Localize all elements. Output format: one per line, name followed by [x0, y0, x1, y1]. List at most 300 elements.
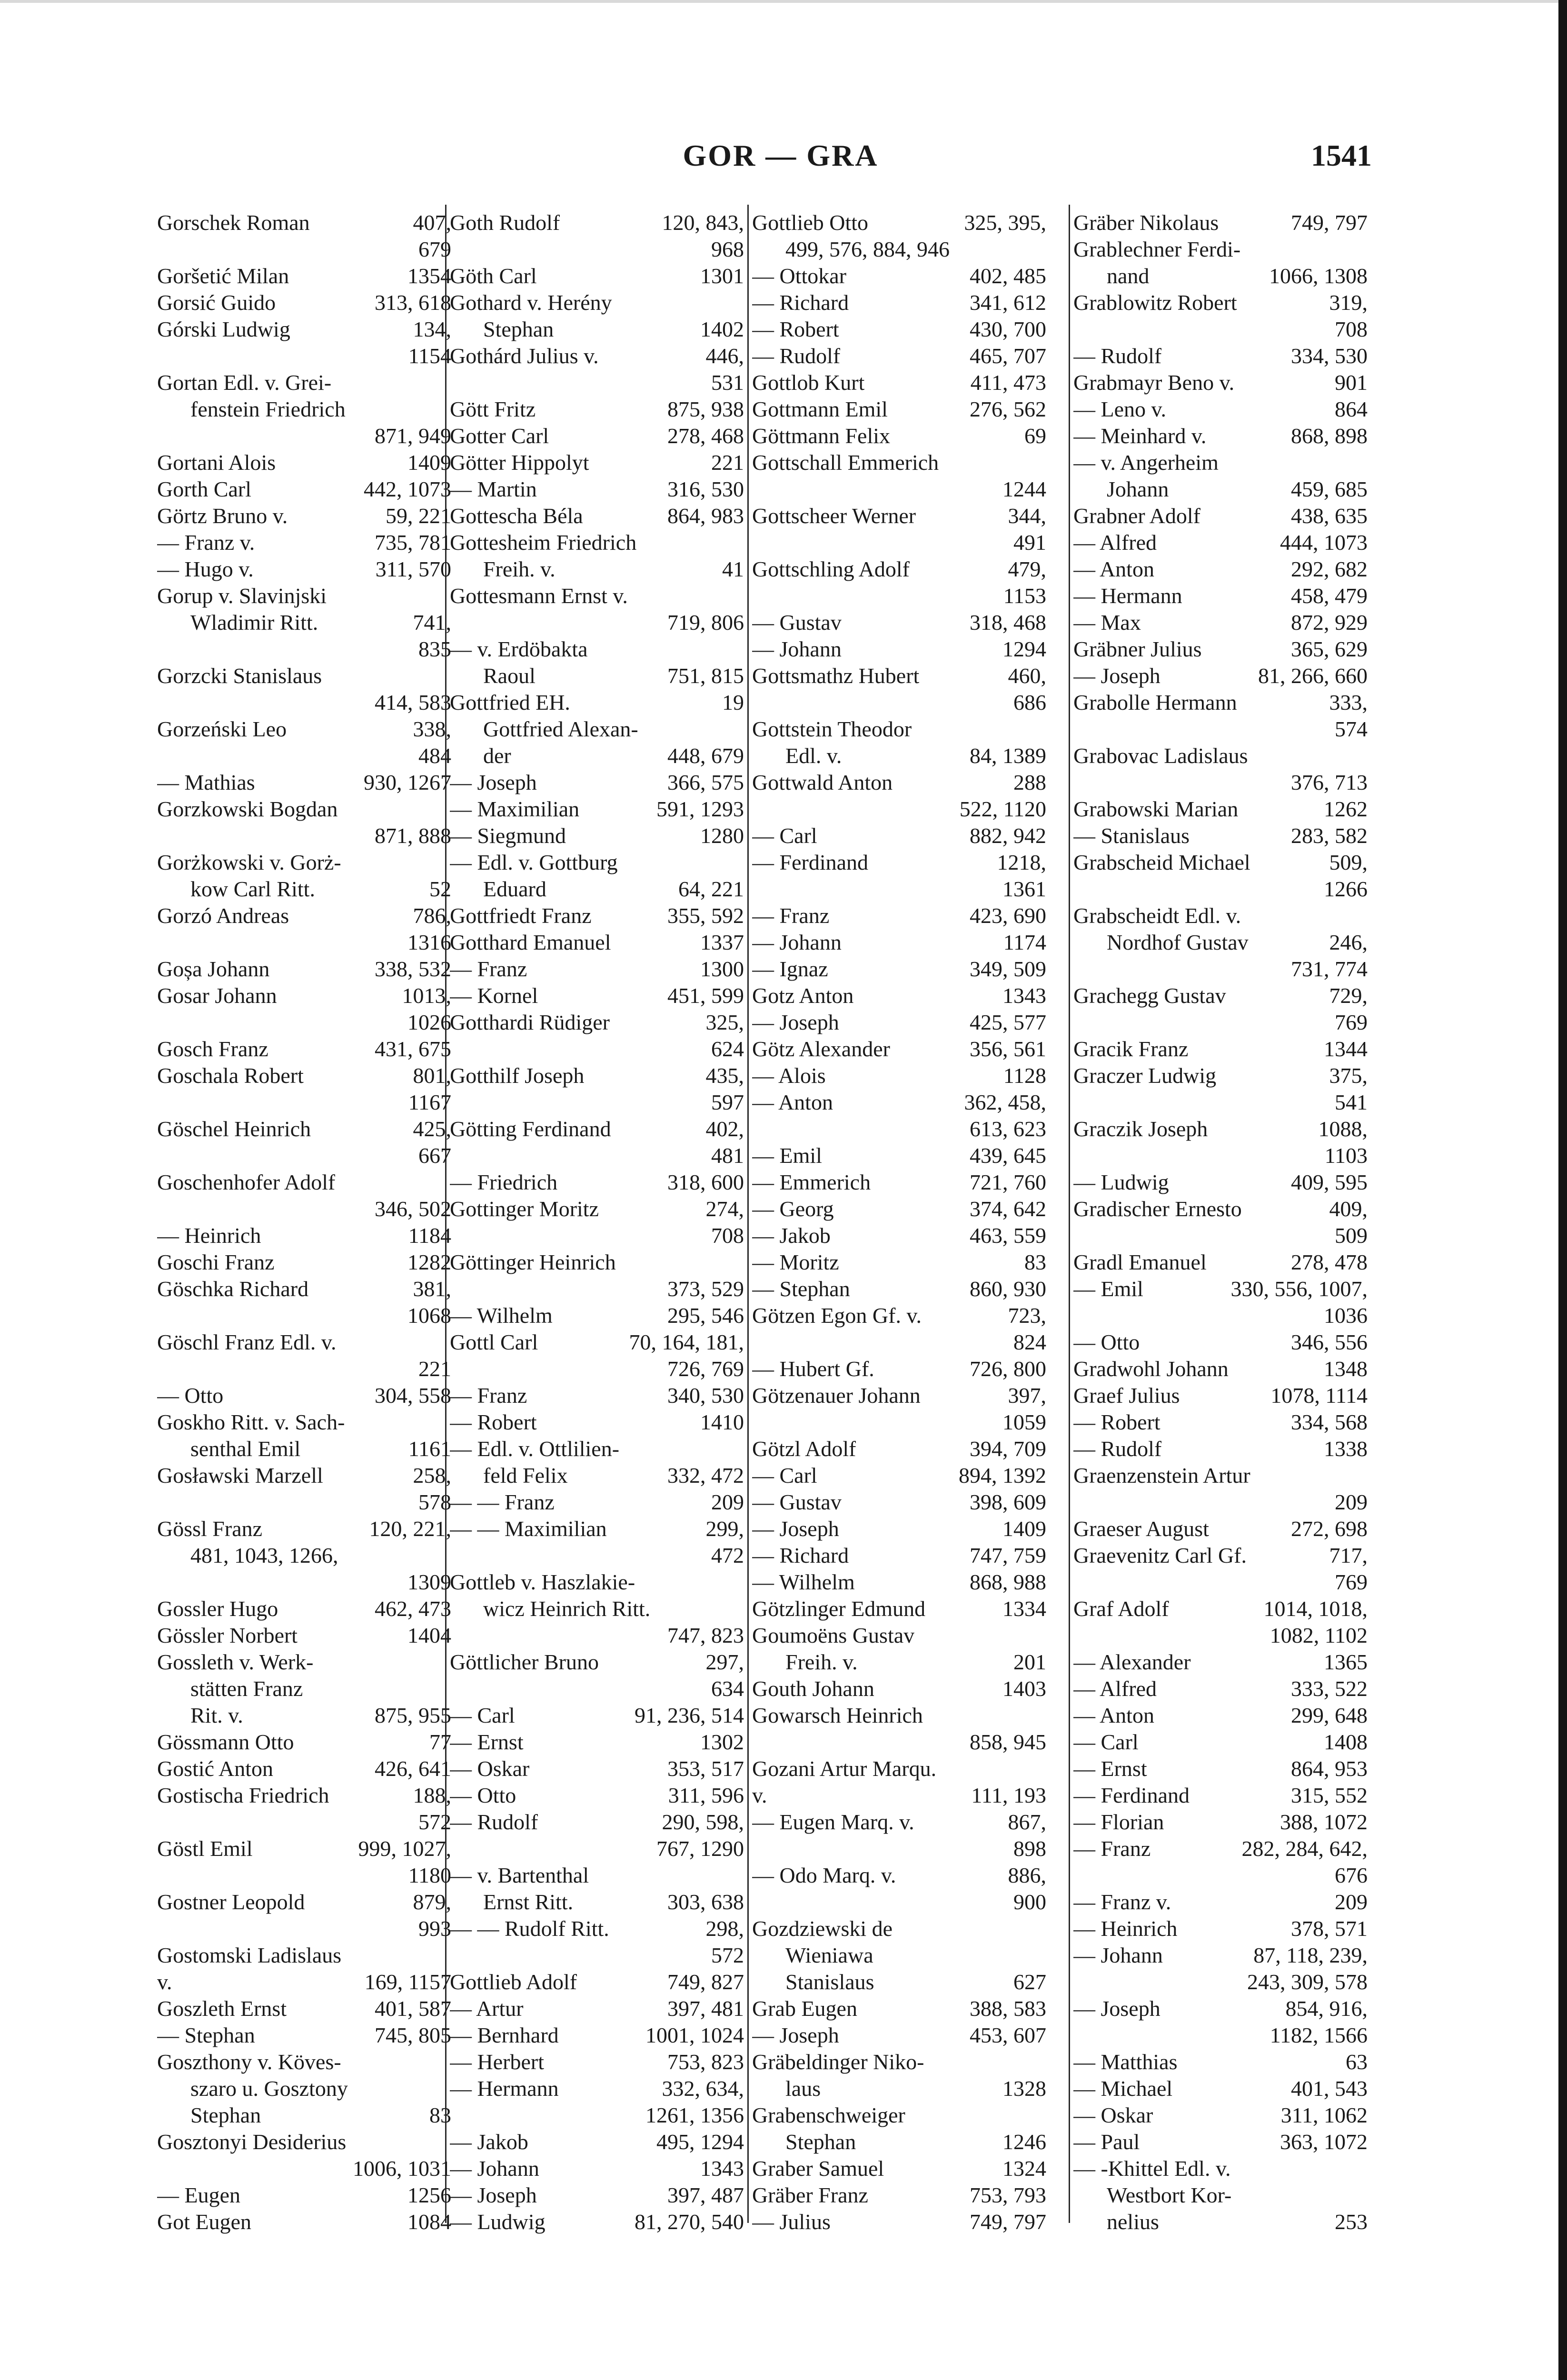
index-column-1	[157, 209, 451, 2256]
entry-name: — Franz	[450, 1383, 527, 1408]
entry-name: Grab Eugen	[752, 1996, 857, 2021]
entry-pages: 1082, 1102	[1269, 1623, 1368, 1647]
entry-pages: 875, 938	[667, 397, 744, 421]
index-entry	[450, 529, 744, 556]
entry-pages: 297,	[705, 1650, 744, 1674]
entry-name: — Ernst	[450, 1730, 524, 1754]
index-entry	[752, 423, 1046, 449]
entry-name: nand	[1107, 264, 1150, 288]
entry-pages: 1001, 1024	[645, 2023, 744, 2047]
entry-pages: 111, 193	[971, 1783, 1046, 1807]
entry-name: Gottlieb Adolf	[450, 1970, 577, 1994]
entry-pages: 463, 559	[970, 1223, 1046, 1248]
index-entry	[752, 849, 1046, 876]
entry-pages: 749, 797	[1291, 210, 1368, 235]
entry-name: Goschenhofer Adolf	[157, 1170, 336, 1194]
entry-pages: 304, 558	[375, 1383, 451, 1408]
index-entry	[157, 1889, 451, 1915]
index-entry	[450, 663, 744, 689]
index-entry	[1073, 1062, 1368, 1089]
index-entry	[157, 529, 451, 556]
entry-name: — Franz	[450, 957, 527, 981]
index-entry	[752, 316, 1046, 343]
entry-pages: 344,	[1008, 504, 1046, 528]
entry-pages: 397, 481	[667, 1996, 744, 2021]
entry-pages: 867,	[1008, 1810, 1046, 1834]
entry-pages: 574	[1335, 717, 1368, 741]
page-header	[0, 138, 1567, 176]
entry-name: — Odo Marq. v.	[752, 1863, 896, 1887]
entry-name: Gosztonyi Desiderius	[157, 2130, 347, 2154]
page-edge-top	[0, 0, 1567, 3]
entry-pages: 52	[429, 877, 451, 901]
entry-name: Gottfried Alexan-	[483, 717, 638, 741]
entry-name: Gostomski Ladislaus	[157, 1943, 342, 1967]
entry-pages: 879,	[413, 1890, 451, 1914]
entry-pages: 509,	[1329, 850, 1368, 874]
index-entry	[752, 1542, 1046, 1569]
entry-pages: 41	[722, 557, 744, 581]
entry-name: Görtz Bruno v.	[157, 504, 288, 528]
index-entry	[752, 796, 1046, 823]
index-entry	[752, 956, 1046, 982]
index-entry	[450, 2209, 744, 2235]
entry-pages: 572	[418, 1810, 451, 1834]
page-number: 1541	[1311, 139, 1372, 172]
entry-pages: 246,	[1329, 930, 1368, 954]
entry-name: laus	[785, 2076, 821, 2101]
entry-name: Gottescha Béla	[450, 504, 583, 528]
index-entry	[1073, 1862, 1368, 1889]
index-entry	[1073, 1702, 1368, 1729]
entry-name: v.	[752, 1783, 767, 1807]
index-entry	[752, 743, 1046, 769]
index-entry	[157, 449, 451, 476]
entry-name: Goșa Johann	[157, 957, 270, 981]
index-entry	[1073, 876, 1368, 902]
entry-pages: 401, 587	[375, 1996, 451, 2021]
index-entry	[1073, 1516, 1368, 1542]
index-entry	[752, 2155, 1046, 2182]
entry-name: Gött Fritz	[450, 397, 536, 421]
entry-pages: 295, 546	[667, 1303, 744, 1328]
entry-name: — Ludwig	[1073, 1170, 1169, 1194]
entry-name: Gottscheer Werner	[752, 504, 916, 528]
entry-name: Nordhof Gustav	[1107, 930, 1249, 954]
index-entry	[752, 1782, 1046, 1809]
index-entry	[1073, 1622, 1368, 1649]
index-entry	[1073, 689, 1368, 716]
entry-pages: 769	[1335, 1570, 1368, 1594]
index-entry	[450, 1809, 744, 1835]
entry-name: — Hermann	[450, 2076, 559, 2101]
entry-pages: 338,	[413, 717, 451, 741]
entry-name: Stanislaus	[785, 1970, 874, 1994]
entry-name: — Alfred	[1073, 530, 1157, 555]
entry-name: — Meinhard v.	[1073, 424, 1207, 448]
entry-name: — Oskar	[450, 1756, 530, 1781]
index-entry	[752, 1142, 1046, 1169]
entry-name: — Eugen Marq. v.	[752, 1810, 914, 1834]
index-entry	[450, 849, 744, 876]
entry-pages: 886,	[1008, 1863, 1046, 1887]
index-entry	[1073, 1196, 1368, 1222]
index-entry	[450, 289, 744, 316]
entry-pages: 723,	[1008, 1303, 1046, 1328]
index-entry	[1073, 1142, 1368, 1169]
entry-name: Gorzeński Leo	[157, 717, 287, 741]
index-entry	[450, 1036, 744, 1062]
entry-name: Grabenschweiger	[752, 2103, 905, 2127]
entry-name: Gotter Carl	[450, 424, 549, 448]
index-entry	[450, 1329, 744, 1356]
index-entry	[157, 1462, 451, 1489]
entry-name: — Johann	[752, 637, 842, 661]
index-entry	[752, 1382, 1046, 1409]
index-entry	[1073, 1169, 1368, 1196]
entry-name: — Carl	[1073, 1730, 1139, 1754]
entry-name: Göschka Richard	[157, 1277, 309, 1301]
entry-pages: 1161	[408, 1437, 451, 1461]
entry-name: Grabolle Hermann	[1073, 690, 1237, 714]
index-entry	[450, 876, 744, 902]
entry-pages: 1182, 1566	[1269, 2023, 1368, 2047]
index-entry	[450, 1542, 744, 1569]
index-entry	[1073, 1116, 1368, 1142]
entry-pages: 330, 556, 1007,	[1230, 1277, 1368, 1301]
entry-name: — Franz v.	[1073, 1890, 1171, 1914]
index-entry	[157, 1409, 451, 1436]
entry-pages: 1180	[408, 1863, 451, 1887]
entry-pages: 864, 983	[667, 504, 744, 528]
entry-pages: 968	[711, 237, 744, 261]
entry-pages: 409, 595	[1291, 1170, 1368, 1194]
entry-name: kow Carl Ritt.	[190, 877, 315, 901]
index-entry	[157, 1755, 451, 1782]
entry-pages: 1309	[407, 1570, 451, 1594]
entry-pages: 999, 1027,	[358, 1836, 451, 1861]
entry-pages: 731, 774	[1291, 957, 1368, 981]
entry-name: Gortan Edl. v. Grei-	[157, 370, 332, 395]
entry-pages: 299, 648	[1291, 1703, 1368, 1727]
entry-name: senthal Emil	[190, 1437, 301, 1461]
index-entry	[752, 1329, 1046, 1356]
index-entry	[1073, 1302, 1368, 1329]
index-entry	[450, 1382, 744, 1409]
index-entry	[157, 1089, 451, 1116]
index-entry	[157, 1516, 451, 1542]
entry-pages: 1068	[407, 1303, 451, 1328]
entry-name: — Anton	[1073, 1703, 1154, 1727]
entry-name: — Heinrich	[1073, 1916, 1178, 1941]
entry-pages: 299,	[705, 1517, 744, 1541]
entry-name: Gracik Franz	[1073, 1037, 1189, 1061]
index-entry	[752, 1436, 1046, 1462]
entry-pages: 1409	[407, 450, 451, 475]
entry-name: Gottmann Emil	[752, 397, 888, 421]
index-entry	[157, 503, 451, 529]
index-entry	[1073, 1249, 1368, 1276]
entry-name: Göschl Franz Edl. v.	[157, 1330, 337, 1354]
index-entry	[157, 1569, 451, 1596]
index-entry	[1073, 1036, 1368, 1062]
entry-pages: 495, 1294	[656, 2130, 744, 2154]
entry-name: — Otto	[450, 1783, 516, 1807]
entry-pages: 1404	[407, 1623, 451, 1647]
index-entry	[1073, 716, 1368, 743]
entry-name: — Joseph	[450, 770, 537, 794]
index-entry	[450, 1222, 744, 1249]
index-entry	[157, 343, 451, 369]
entry-pages: 318, 600	[667, 1170, 744, 1194]
entry-pages: 209	[711, 1490, 744, 1514]
entry-pages: 993	[418, 1916, 451, 1941]
entry-pages: 298,	[705, 1916, 744, 1941]
entry-pages: 769	[1335, 1010, 1368, 1034]
index-entry	[752, 2129, 1046, 2155]
entry-name: — Jakob	[752, 1223, 831, 1248]
index-entry	[157, 1622, 451, 1649]
index-entry	[752, 369, 1046, 396]
entry-name: Wladimir Ritt.	[190, 610, 318, 635]
entry-pages: 509	[1335, 1223, 1368, 1248]
index-entry	[450, 716, 744, 743]
entry-pages: 346, 556	[1291, 1330, 1368, 1354]
entry-pages: 397,	[1008, 1383, 1046, 1408]
index-entry	[450, 743, 744, 769]
entry-name: Gottsmathz Hubert	[752, 664, 920, 688]
entry-pages: 541	[1335, 1090, 1368, 1114]
index-entry	[450, 209, 744, 236]
entry-pages: 442, 1073	[364, 477, 451, 501]
index-entry	[752, 636, 1046, 663]
entry-pages: 868, 898	[1291, 424, 1368, 448]
entry-name: — Siegmund	[450, 823, 566, 848]
index-entry	[450, 1649, 744, 1676]
index-entry	[1073, 2075, 1368, 2102]
entry-pages: 1059	[1002, 1410, 1046, 1434]
index-entry	[157, 1222, 451, 1249]
index-entry	[450, 1915, 744, 1942]
entry-pages: 313, 618	[375, 290, 451, 315]
index-entry	[157, 1196, 451, 1222]
entry-pages: 362, 458,	[964, 1090, 1046, 1114]
entry-name: Ernst Ritt.	[483, 1890, 574, 1914]
entry-name: Gosar Johann	[157, 983, 277, 1008]
entry-pages: 1078, 1114	[1270, 1383, 1368, 1408]
entry-pages: 426, 641	[375, 1756, 451, 1781]
entry-name: Johann	[1107, 477, 1169, 501]
entry-pages: 311, 1062	[1280, 2103, 1368, 2127]
entry-name: Gorzó Andreas	[157, 903, 289, 928]
index-entry	[450, 1516, 744, 1542]
entry-pages: 388, 583	[970, 1996, 1046, 2021]
entry-name: — Stephan	[752, 1277, 850, 1301]
entry-name: Gradwohl Johann	[1073, 1357, 1229, 1381]
index-entry	[752, 1089, 1046, 1116]
entry-pages: 613, 623	[970, 1117, 1046, 1141]
entry-pages: 472	[711, 1543, 744, 1567]
index-entry	[450, 796, 744, 823]
index-entry	[1073, 343, 1368, 369]
entry-name: Goschi Franz	[157, 1250, 275, 1274]
index-entry	[157, 1276, 451, 1302]
entry-pages: 292, 682	[1291, 557, 1368, 581]
entry-name: Goschala Robert	[157, 1063, 304, 1088]
entry-name: Grablechner Ferdi-	[1073, 237, 1241, 261]
entry-name: Gostischa Friedrich	[157, 1783, 329, 1807]
entry-name: Gottfried EH.	[450, 690, 570, 714]
entry-pages: 451, 599	[667, 983, 744, 1008]
entry-name: — Joseph	[1073, 1996, 1160, 2021]
index-entry	[1073, 423, 1368, 449]
entry-pages: 448, 679	[667, 744, 744, 768]
index-entry	[752, 1755, 1046, 1782]
index-entry	[450, 1089, 744, 1116]
entry-pages: 679	[418, 237, 451, 261]
index-entry	[752, 1462, 1046, 1489]
index-entry	[1073, 1729, 1368, 1755]
entry-pages: 303, 638	[667, 1890, 744, 1914]
index-entry	[157, 289, 451, 316]
index-entry	[752, 209, 1046, 236]
index-entry	[157, 1036, 451, 1062]
entry-name: fenstein Friedrich	[190, 397, 346, 421]
entry-pages: 338, 532	[375, 957, 451, 981]
index-entry	[450, 982, 744, 1009]
entry-name: — Bernhard	[450, 2023, 559, 2047]
index-entry	[157, 1809, 451, 1835]
index-entry	[1073, 2049, 1368, 2075]
entry-pages: 243, 309, 578	[1247, 1970, 1368, 1994]
entry-name: — Leno v.	[1073, 397, 1167, 421]
entry-name: — Joseph	[752, 1517, 839, 1541]
index-entry	[450, 609, 744, 636]
entry-name: Gorzkowski Bogdan	[157, 797, 338, 821]
entry-pages: 64, 221	[678, 877, 744, 901]
entry-pages: 1014, 1018,	[1263, 1597, 1368, 1621]
entry-pages: 745, 805	[375, 2023, 451, 2047]
index-entry	[1073, 609, 1368, 636]
entry-name: Göstl Emil	[157, 1836, 253, 1861]
entry-pages: 686	[1013, 690, 1046, 714]
entry-pages: 1408	[1324, 1730, 1368, 1754]
entry-name: — Michael	[1073, 2076, 1173, 2101]
entry-pages: 1409	[1002, 1517, 1046, 1541]
entry-name: Gostić Anton	[157, 1756, 274, 1781]
entry-name: Graber Samuel	[752, 2156, 884, 2181]
entry-name: — Robert	[752, 317, 839, 341]
entry-pages: 1153	[1003, 584, 1046, 608]
entry-name: Götz Alexander	[752, 1037, 890, 1061]
entry-pages: 634	[711, 1676, 744, 1701]
index-entry	[1073, 823, 1368, 849]
index-entry	[1073, 209, 1368, 236]
entry-name: Graczer Ludwig	[1073, 1063, 1217, 1088]
index-entry	[1073, 236, 1368, 263]
entry-pages: 374, 642	[970, 1197, 1046, 1221]
entry-name: Edl. v.	[785, 744, 842, 768]
entry-name: Grachegg Gustav	[1073, 983, 1226, 1008]
entry-name: Graef Julius	[1073, 1383, 1180, 1408]
entry-name: Gossleth v. Werk-	[157, 1650, 314, 1674]
entry-pages: 1300	[700, 957, 744, 981]
entry-name: Grabscheid Michael	[1073, 850, 1250, 874]
entry-pages: 1301	[700, 264, 744, 288]
index-entry	[1073, 1356, 1368, 1382]
entry-pages: 290, 598,	[662, 1810, 744, 1834]
index-entry	[1073, 849, 1368, 876]
entry-name: Gouth Johann	[752, 1676, 874, 1701]
index-entry	[752, 1222, 1046, 1249]
index-entry	[752, 823, 1046, 849]
index-entry	[1073, 1809, 1368, 1835]
entry-name: — Alfred	[1073, 1676, 1157, 1701]
entry-name: — Herbert	[450, 2050, 544, 2074]
entry-name: Göttlicher Bruno	[450, 1650, 599, 1674]
entry-name: Gräber Nikolaus	[1073, 210, 1219, 235]
index-entry	[1073, 1089, 1368, 1116]
index-entry	[157, 476, 451, 503]
entry-pages: 522, 1120	[959, 797, 1046, 821]
entry-name: Gottlob Kurt	[752, 370, 865, 395]
entry-pages: 340, 530	[667, 1383, 744, 1408]
index-entry	[157, 2182, 451, 2209]
entry-pages: 726, 800	[970, 1357, 1046, 1381]
index-entry	[752, 663, 1046, 689]
entry-pages: 311, 570	[375, 557, 451, 581]
index-entry	[752, 2075, 1046, 2102]
index-entry	[157, 423, 451, 449]
entry-name: Gothárd Julius v.	[450, 344, 599, 368]
index-entry	[450, 1969, 744, 1995]
entry-pages: 735, 781	[375, 530, 451, 555]
index-entry	[450, 956, 744, 982]
entry-pages: 69	[1024, 424, 1046, 448]
index-entry	[450, 2049, 744, 2075]
index-entry	[450, 1569, 744, 1596]
entry-pages: 276, 562	[970, 397, 1046, 421]
index-entry	[450, 1302, 744, 1329]
index-entry	[450, 1755, 744, 1782]
index-entry	[752, 1409, 1046, 1436]
entry-name: Gosławski Marzell	[157, 1463, 323, 1488]
index-entry	[450, 343, 744, 369]
entry-pages: 401, 543	[1291, 2076, 1368, 2101]
entry-name: Wieniawa	[785, 1943, 873, 1967]
entry-pages: 353, 517	[667, 1756, 744, 1781]
index-entry	[450, 556, 744, 583]
index-entry	[752, 769, 1046, 796]
index-entry	[1073, 2155, 1368, 2182]
entry-name: Goth Rudolf	[450, 210, 560, 235]
index-entry	[157, 1542, 451, 1569]
entry-pages: 708	[1335, 317, 1368, 341]
entry-pages: 332, 634,	[662, 2076, 744, 2101]
entry-pages: 409,	[1329, 1197, 1368, 1221]
entry-name: Górski Ludwig	[157, 317, 290, 341]
index-entry	[752, 1169, 1046, 1196]
entry-pages: 402, 485	[970, 264, 1046, 288]
entry-pages: 169, 1157	[364, 1970, 451, 1994]
entry-name: Gottlieb Otto	[752, 210, 869, 235]
entry-pages: 341, 612	[970, 290, 1046, 315]
entry-name: — Otto	[1073, 1330, 1140, 1354]
entry-pages: 334, 530	[1291, 344, 1368, 368]
entry-name: Graf Adolf	[1073, 1597, 1169, 1621]
index-entry	[1073, 1569, 1368, 1596]
entry-name: Gottleb v. Haszlakie-	[450, 1570, 635, 1594]
